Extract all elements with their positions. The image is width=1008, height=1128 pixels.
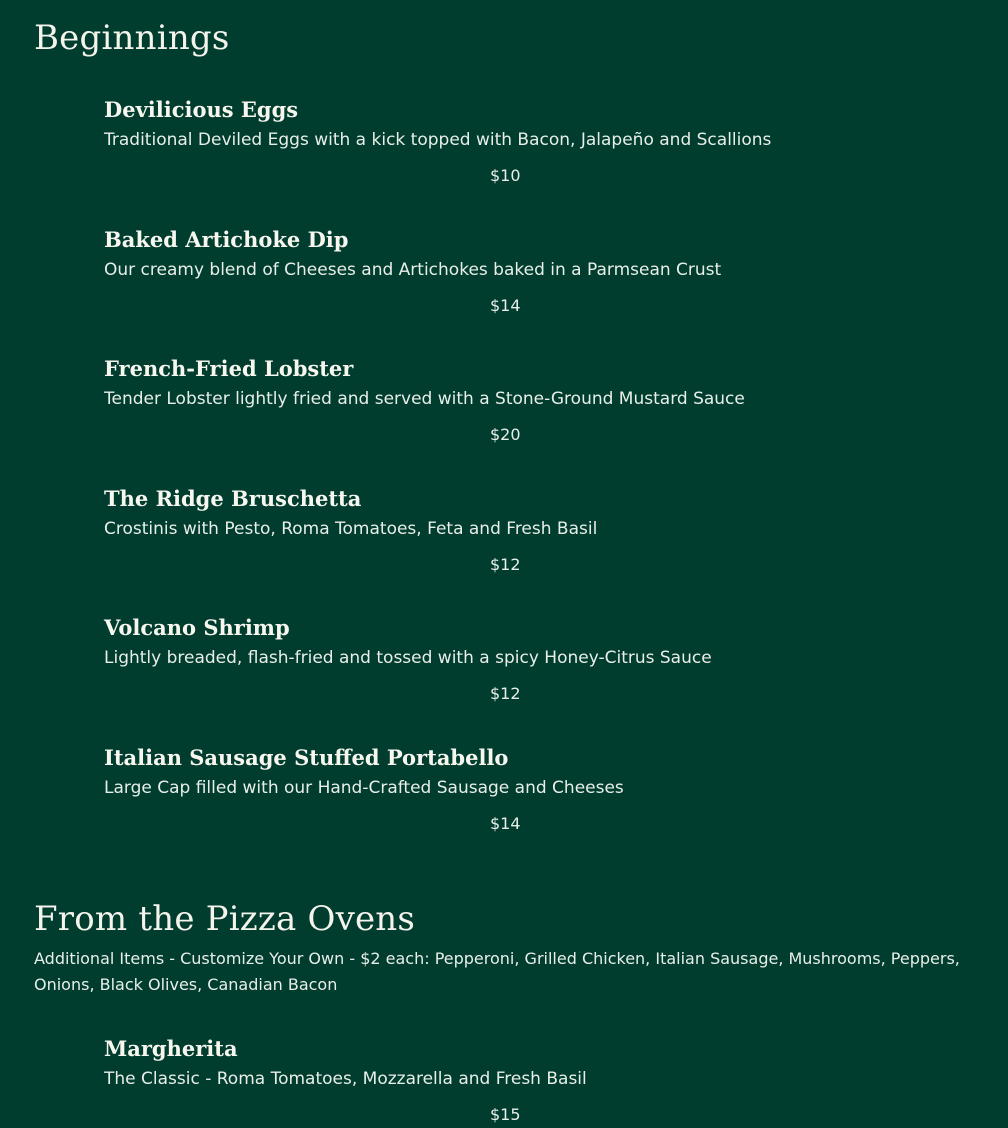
- menu-item-price: $20: [490, 425, 521, 444]
- menu-item-name: Devilicious Eggs: [104, 97, 299, 122]
- menu-item-description: Crostinis with Pesto, Roma Tomatoes, Feta and Fresh Basil: [104, 519, 598, 539]
- menu-item: [104, 613, 964, 703]
- menu-item-price: $12: [490, 555, 521, 574]
- menu-item-name: Margherita: [104, 1036, 238, 1061]
- menu-item-name: Baked Artichoke Dip: [104, 227, 349, 252]
- menu-item-price: $10: [490, 166, 521, 185]
- menu-item-description: Traditional Deviled Eggs with a kick topped with Bacon, Jalapeño and Scallions: [104, 130, 772, 150]
- menu-item-price: $12: [490, 684, 521, 703]
- menu-item-name: French-Fried Lobster: [104, 356, 354, 381]
- menu-item-description: Our creamy blend of Cheeses and Artichokes baked in a Parmsean Crust: [104, 260, 722, 280]
- menu-item-description: Lightly breaded, flash-fried and tossed with a spicy Honey-Citrus Sauce: [104, 648, 712, 668]
- menu-item: [104, 354, 964, 444]
- menu-item-name: Volcano Shrimp: [104, 615, 290, 640]
- menu-item-name: The Ridge Bruschetta: [104, 486, 362, 511]
- section-title-pizza-ovens: From the Pizza Ovens: [34, 899, 416, 939]
- menu-item-price: $15: [490, 1105, 521, 1124]
- menu-item: [104, 484, 964, 574]
- menu-item-description: The Classic - Roma Tomatoes, Mozzarella and Fresh Basil: [104, 1069, 587, 1089]
- menu-item: [104, 225, 964, 315]
- menu-item-price: $14: [490, 296, 521, 315]
- menu-item: [104, 743, 964, 833]
- menu-item-description: Tender Lobster lightly fried and served with a Stone-Ground Mustard Sauce: [104, 389, 745, 409]
- menu-item-name: Italian Sausage Stuffed Portabello: [104, 745, 509, 770]
- section-title-beginnings: Beginnings: [34, 18, 230, 58]
- menu-item: [104, 95, 964, 185]
- menu-item: [104, 1034, 964, 1124]
- section-note: Additional Items - Customize Your Own - $2 each: Pepperoni, Grilled Chicken, Italian Sausage, Mushrooms, Peppers, Onions, Black Olives, Canadian Bacon: [34, 949, 960, 994]
- menu-item-description: Large Cap filled with our Hand-Crafted Sausage and Cheeses: [104, 778, 624, 798]
- menu-item-price: $14: [490, 814, 521, 833]
